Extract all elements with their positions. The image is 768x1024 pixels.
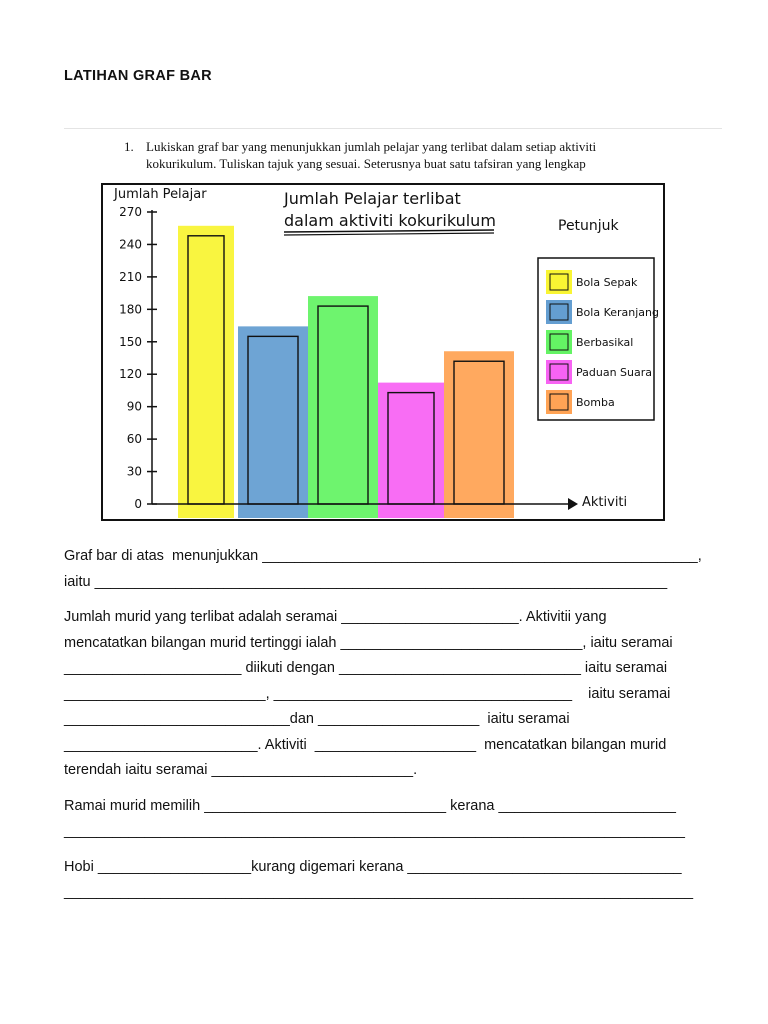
answer-line[interactable]: ____________________________dan ____________________ iaitu seramai bbox=[64, 711, 570, 727]
answer-line[interactable]: Ramai murid memilih ______________________________ kerana ______________________ bbox=[64, 797, 676, 814]
legend-title: Petunjuk bbox=[558, 218, 619, 234]
y-tick-label: 210 bbox=[119, 269, 142, 284]
answer-line[interactable]: mencatatkan bilangan murid tertinggi ialah ______________________________, iaitu seramai bbox=[64, 634, 673, 651]
legend-label: Bola Keranjang bbox=[576, 306, 659, 319]
divider bbox=[64, 128, 722, 129]
y-tick-label: 120 bbox=[119, 367, 142, 382]
answer-line[interactable]: _________________________, _____________________________________ iaitu seramai bbox=[64, 685, 671, 702]
answer-line[interactable]: Graf bar di atas menunjukkan ______________________________________________________, bbox=[64, 548, 702, 564]
y-tick-label: 0 bbox=[134, 497, 142, 511]
y-tick-label: 180 bbox=[119, 302, 142, 317]
y-tick-label: 90 bbox=[126, 399, 142, 414]
answer-line[interactable]: ______________________________________________________________________________ bbox=[64, 884, 694, 900]
chart-title-line-1: Jumlah Pelajar terlibat bbox=[284, 189, 461, 208]
legend-label: Berbasikal bbox=[576, 336, 634, 349]
answer-line[interactable]: _____________________________________________________________________________ bbox=[64, 823, 685, 839]
y-tick-label: 60 bbox=[126, 432, 142, 447]
y-tick-label: 150 bbox=[119, 334, 142, 349]
answer-line[interactable]: Jumlah murid yang terlibat adalah seramai ______________________. Aktivitii yang bbox=[64, 609, 607, 625]
x-axis-label: Aktiviti bbox=[582, 495, 628, 510]
answer-line[interactable]: terendah iaitu seramai _________________________. bbox=[64, 762, 418, 778]
instruction-line-2: kokurikulum. Tuliskan tajuk yang sesuai. Seterusnya buat satu tafsiran yang lengkap bbox=[146, 156, 586, 171]
legend-label: Paduan Suara bbox=[576, 366, 653, 379]
worksheet-title: LATIHAN GRAF BAR bbox=[64, 68, 212, 84]
legend-label: Bomba bbox=[576, 396, 615, 409]
chart-title-line-2: dalam aktiviti kokurikulum bbox=[284, 211, 496, 230]
answer-line[interactable]: iaitu _______________________________________________________________________ bbox=[64, 573, 668, 590]
y-axis-label: Jumlah Pelajar bbox=[114, 187, 207, 202]
y-tick-label: 240 bbox=[119, 237, 142, 252]
answer-line[interactable]: ______________________ diikuti dengan ______________________________ iaitu seramai bbox=[64, 660, 668, 676]
bar-bola-sepak bbox=[178, 226, 234, 518]
hand-drawn-bar-chart bbox=[98, 180, 668, 525]
y-tick-label: 30 bbox=[126, 464, 142, 479]
question-number: 1. bbox=[124, 139, 134, 154]
instruction bbox=[124, 138, 724, 172]
instruction-line-1: Lukiskan graf bar yang menunjukkan jumlah pelajar yang terlibat dalam setiap aktiviti bbox=[146, 139, 597, 154]
interpretation-section bbox=[64, 544, 720, 906]
y-tick-label: 270 bbox=[119, 205, 142, 219]
legend-label: Bola Sepak bbox=[576, 276, 638, 289]
answer-line[interactable]: ________________________. Aktiviti ____________________ mencatatkan bilangan murid bbox=[64, 736, 667, 753]
answer-line[interactable]: Hobi ___________________kurang digemari kerana __________________________________ bbox=[64, 858, 682, 875]
